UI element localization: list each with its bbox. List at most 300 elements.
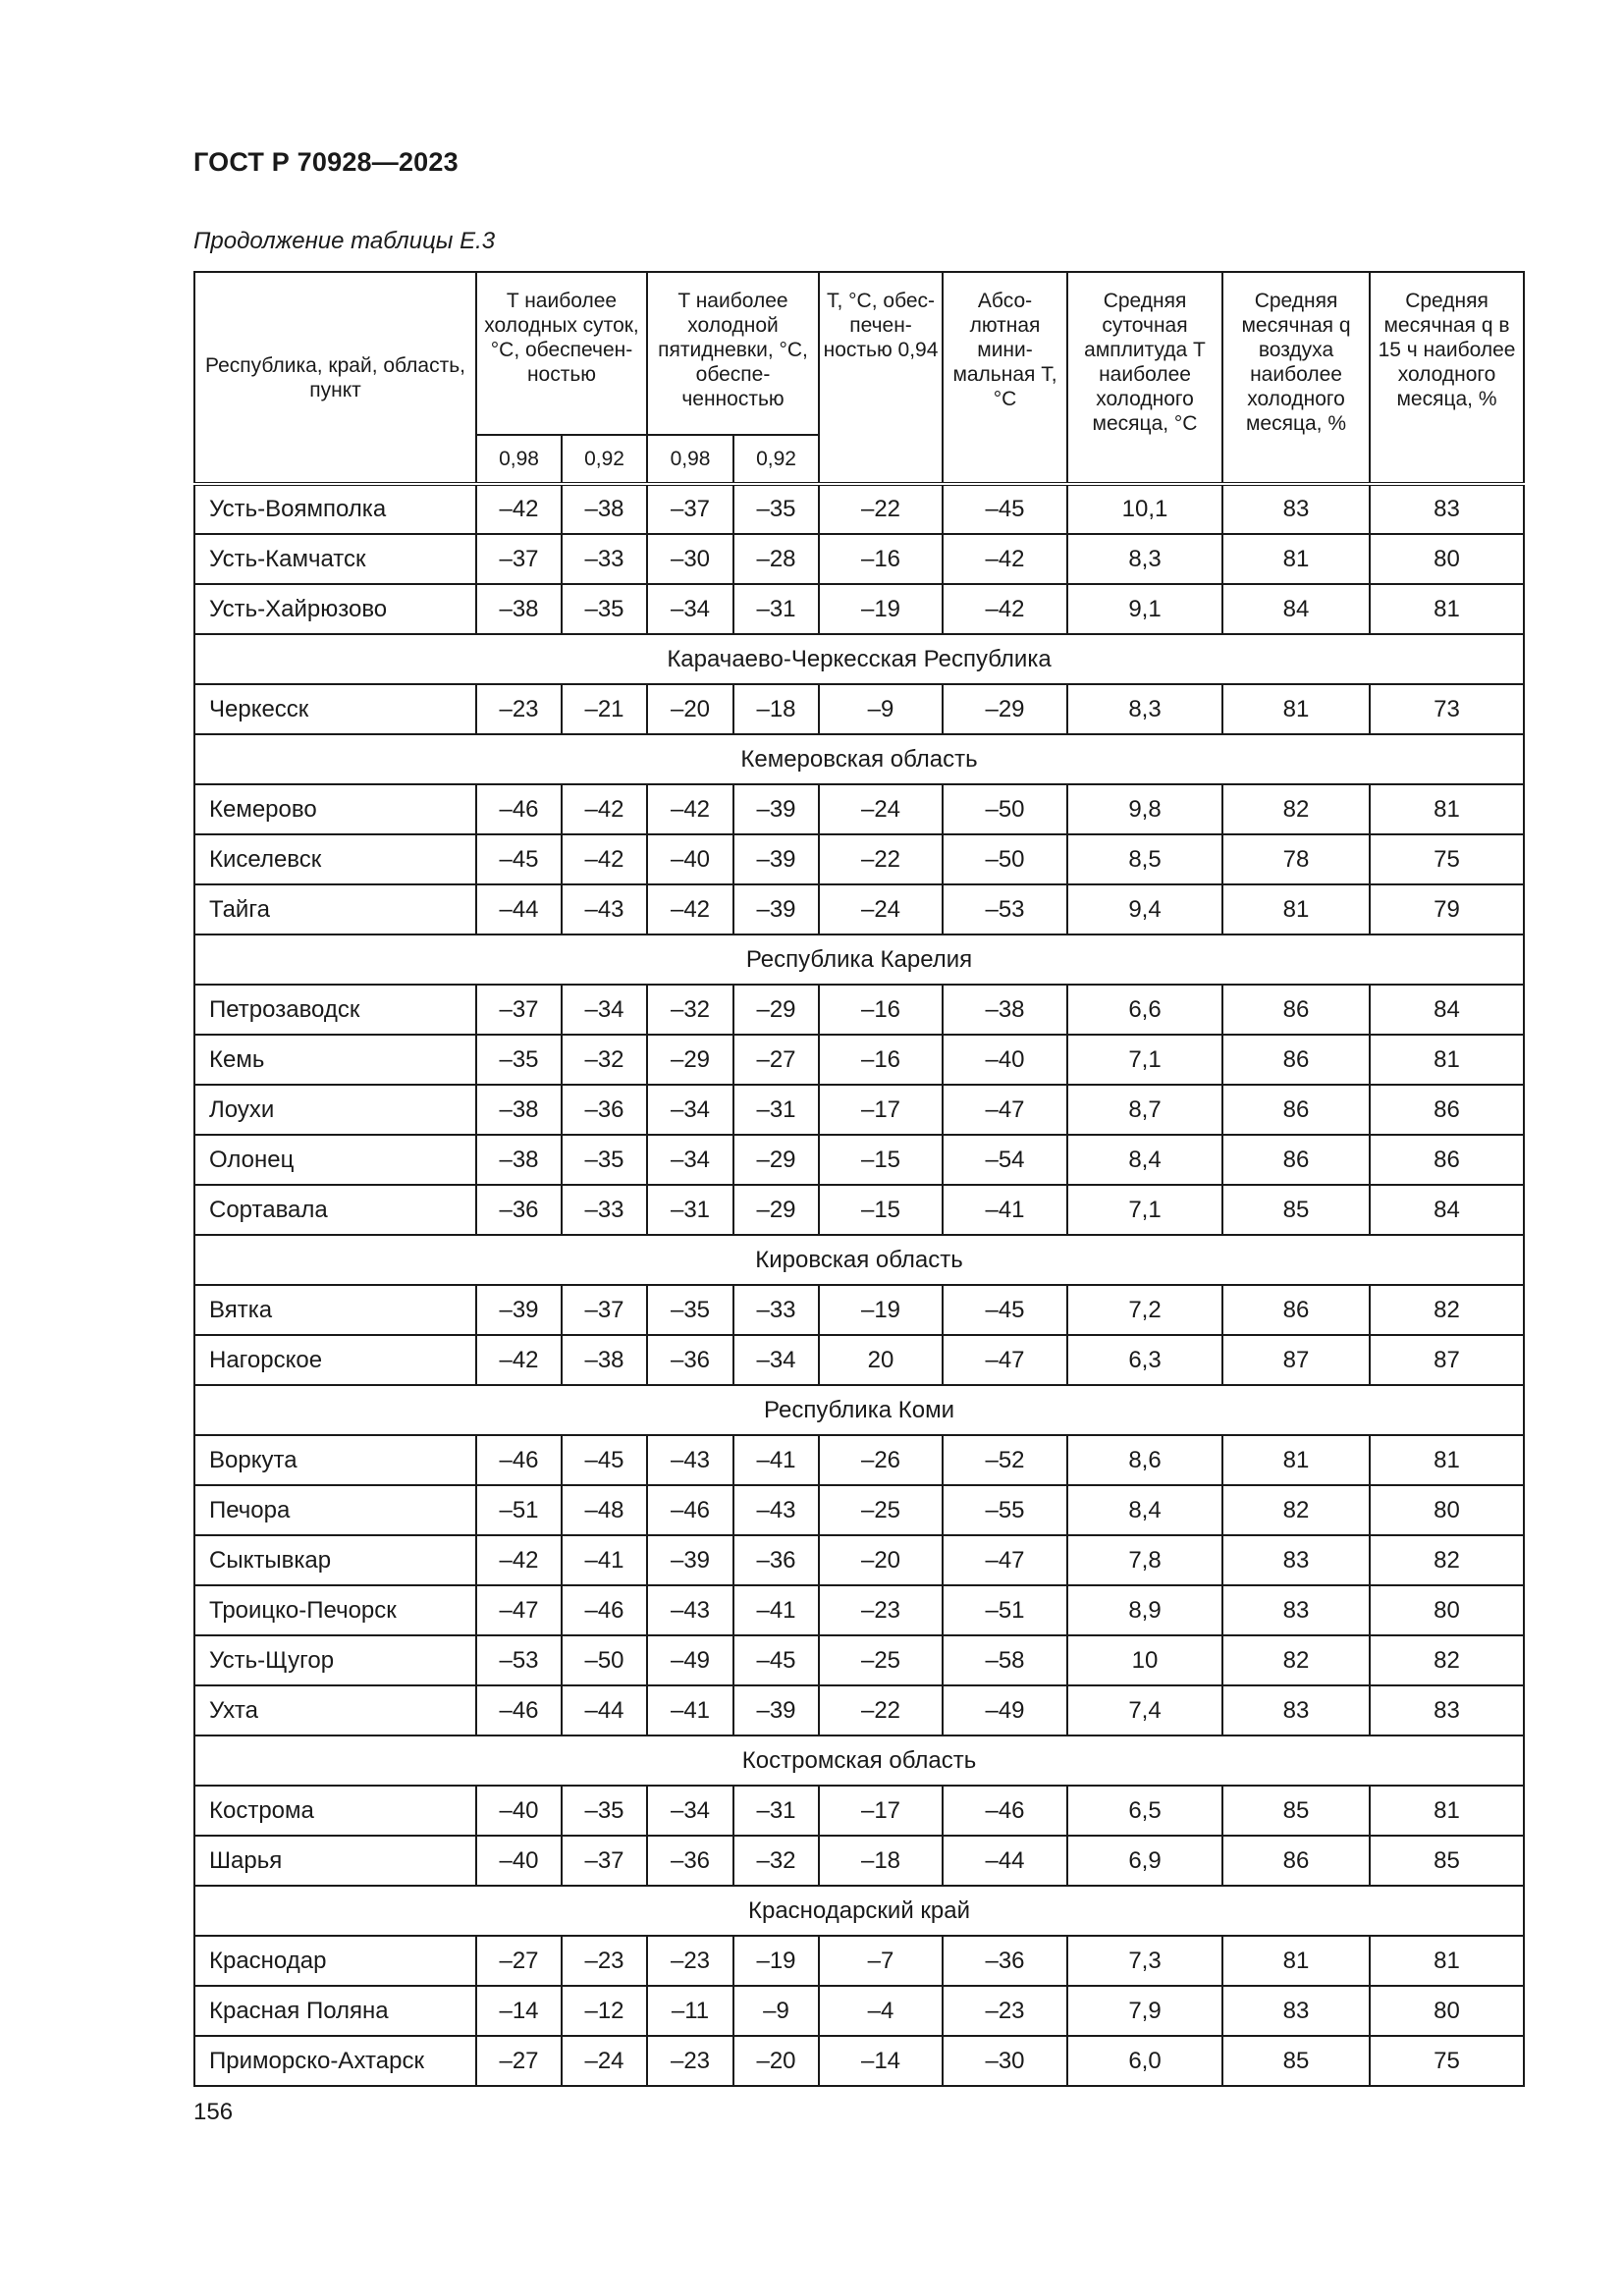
table-cell: –15 — [819, 1135, 943, 1185]
region-row — [194, 1385, 1524, 1435]
table-cell: 80 — [1370, 1585, 1524, 1635]
table-cell: –31 — [733, 584, 819, 634]
header-coldest-five-day-text: T наиболее холодной пятидневки, °С, обеспе-ченностью — [658, 290, 808, 410]
table-cell: 81 — [1370, 1786, 1524, 1836]
table-cell: 85 — [1222, 2036, 1370, 2086]
header-temp-094 — [819, 272, 943, 484]
table-row — [194, 1485, 1524, 1535]
table-cell: –41 — [562, 1535, 647, 1585]
table-cell: 10 — [1067, 1635, 1222, 1685]
table-cell: –7 — [819, 1936, 943, 1986]
table-cell: –42 — [476, 1535, 562, 1585]
table-cell: 86 — [1222, 1085, 1370, 1135]
table-cell: –36 — [647, 1836, 733, 1886]
table-row — [194, 484, 1524, 534]
page-number: 156 — [193, 2099, 234, 2125]
table-cell: –44 — [476, 884, 562, 934]
table-cell: –39 — [476, 1285, 562, 1335]
table-cell: –46 — [943, 1786, 1067, 1836]
region-row — [194, 634, 1524, 684]
table-cell: –29 — [943, 684, 1067, 734]
table-cell: –53 — [476, 1635, 562, 1685]
table-cell: –46 — [562, 1585, 647, 1635]
table-row — [194, 834, 1524, 884]
table-cell: –40 — [476, 1836, 562, 1886]
table-cell: –39 — [647, 1535, 733, 1585]
location-name: Приморско-Ахтарск — [194, 2036, 476, 2086]
location-name: Усть-Щугор — [194, 1635, 476, 1685]
table-cell: –25 — [819, 1485, 943, 1535]
table-cell: –34 — [647, 1786, 733, 1836]
table-cell: –4 — [819, 1986, 943, 2036]
table-cell: –32 — [733, 1836, 819, 1886]
table-cell: 82 — [1222, 1635, 1370, 1685]
document-code: ГОСТ Р 70928—2023 — [193, 147, 459, 177]
table-cell: 84 — [1222, 584, 1370, 634]
table-row — [194, 1635, 1524, 1685]
table-cell: –24 — [562, 2036, 647, 2086]
table-cell: –35 — [562, 584, 647, 634]
table-caption: Продолжение таблицы Е.3 — [193, 228, 496, 254]
table-cell: –36 — [647, 1335, 733, 1385]
table-cell: 82 — [1370, 1285, 1524, 1335]
table-row — [194, 684, 1524, 734]
location-name: Сыктывкар — [194, 1535, 476, 1585]
table-cell: –31 — [733, 1786, 819, 1836]
table-cell: –34 — [647, 584, 733, 634]
table-cell: 8,3 — [1067, 684, 1222, 734]
region-row — [194, 734, 1524, 784]
table-cell: 6,6 — [1067, 985, 1222, 1035]
table-cell: –42 — [647, 884, 733, 934]
table-cell: –45 — [943, 484, 1067, 534]
table-cell: –49 — [943, 1685, 1067, 1735]
region-name: Республика Карелия — [194, 934, 1524, 985]
table-cell: –24 — [819, 784, 943, 834]
location-name: Кемерово — [194, 784, 476, 834]
table-cell: –29 — [733, 985, 819, 1035]
table-cell: –16 — [819, 985, 943, 1035]
location-name: Красная Поляна — [194, 1986, 476, 2036]
table-cell: –43 — [562, 884, 647, 934]
table-cell: –51 — [476, 1485, 562, 1535]
table-cell: –21 — [562, 684, 647, 734]
table-cell: 8,5 — [1067, 834, 1222, 884]
table-cell: 9,4 — [1067, 884, 1222, 934]
table-cell: 80 — [1370, 1485, 1524, 1535]
table-cell: –40 — [647, 834, 733, 884]
table-cell: –22 — [819, 484, 943, 534]
table-cell: –23 — [819, 1585, 943, 1635]
table-cell: –46 — [476, 1435, 562, 1485]
table-cell: –42 — [476, 1335, 562, 1385]
table-cell: –48 — [562, 1485, 647, 1535]
table-cell: 87 — [1222, 1335, 1370, 1385]
table-cell: –42 — [562, 784, 647, 834]
table-cell: 8,4 — [1067, 1485, 1222, 1535]
table-cell: –31 — [733, 1085, 819, 1135]
table-cell: –39 — [733, 884, 819, 934]
table-cell: –41 — [733, 1585, 819, 1635]
table-cell: 7,9 — [1067, 1986, 1222, 2036]
location-name: Троицко-Печорск — [194, 1585, 476, 1635]
table-cell: –45 — [476, 834, 562, 884]
table-cell: 82 — [1222, 784, 1370, 834]
table-cell: –19 — [819, 584, 943, 634]
table-cell: 86 — [1370, 1135, 1524, 1185]
table-cell: 85 — [1370, 1836, 1524, 1886]
table-cell: –25 — [819, 1635, 943, 1685]
table-cell: –36 — [476, 1185, 562, 1235]
table-cell: –29 — [733, 1185, 819, 1235]
table-cell: –43 — [733, 1485, 819, 1535]
table-cell: –18 — [819, 1836, 943, 1886]
location-name: Киселевск — [194, 834, 476, 884]
table-cell: –31 — [647, 1185, 733, 1235]
location-name: Кострома — [194, 1786, 476, 1836]
table-cell: –50 — [943, 784, 1067, 834]
header-coldest-five-day — [647, 272, 819, 435]
table-body — [194, 484, 1524, 2086]
location-name: Усть-Хайрюзово — [194, 584, 476, 634]
table-cell: –29 — [647, 1035, 733, 1085]
table-cell: 85 — [1222, 1786, 1370, 1836]
table-cell: 10,1 — [1067, 484, 1222, 534]
table-cell: –15 — [819, 1185, 943, 1235]
table-row — [194, 534, 1524, 584]
table-row — [194, 1035, 1524, 1085]
table-cell: 81 — [1222, 1435, 1370, 1485]
table-cell: –53 — [943, 884, 1067, 934]
table-row — [194, 1936, 1524, 1986]
table-cell: –33 — [733, 1285, 819, 1335]
table-cell: –29 — [733, 1135, 819, 1185]
table-cell: –42 — [943, 584, 1067, 634]
region-name: Костромская область — [194, 1735, 1524, 1786]
header-sub-3: 0,98 — [647, 435, 733, 484]
location-name: Печора — [194, 1485, 476, 1535]
table-cell: –30 — [943, 2036, 1067, 2086]
header-sub-1: 0,98 — [476, 435, 562, 484]
table-cell: 82 — [1222, 1485, 1370, 1535]
location-name: Нагорское — [194, 1335, 476, 1385]
table-cell: –24 — [819, 884, 943, 934]
table-cell: 8,4 — [1067, 1135, 1222, 1185]
table-cell: 7,1 — [1067, 1185, 1222, 1235]
table-cell: 82 — [1370, 1635, 1524, 1685]
table-cell: 83 — [1222, 484, 1370, 534]
location-name: Петрозаводск — [194, 985, 476, 1035]
table-cell: –41 — [647, 1685, 733, 1735]
table-cell: 85 — [1222, 1185, 1370, 1235]
table-cell: –46 — [476, 1685, 562, 1735]
table-row — [194, 1335, 1524, 1385]
table-cell: –40 — [476, 1786, 562, 1836]
table-row — [194, 1135, 1524, 1185]
table-row — [194, 1986, 1524, 2036]
table-cell: –42 — [647, 784, 733, 834]
table-cell: 81 — [1370, 1035, 1524, 1085]
table-cell: –12 — [562, 1986, 647, 2036]
table-cell: –11 — [647, 1986, 733, 2036]
table-cell: –45 — [943, 1285, 1067, 1335]
table-cell: –42 — [476, 484, 562, 534]
table-cell: –36 — [562, 1085, 647, 1135]
table-cell: –34 — [733, 1335, 819, 1385]
table-row — [194, 1836, 1524, 1886]
table-row — [194, 1185, 1524, 1235]
table-cell: 83 — [1222, 1535, 1370, 1585]
header-sub-4: 0,92 — [733, 435, 819, 484]
table-cell: –14 — [819, 2036, 943, 2086]
table-cell: 83 — [1370, 484, 1524, 534]
table-cell: –32 — [562, 1035, 647, 1085]
table-cell: 79 — [1370, 884, 1524, 934]
location-name: Усть-Воямполка — [194, 484, 476, 534]
table-cell: –40 — [943, 1035, 1067, 1085]
header-daily-amplitude — [1067, 272, 1222, 484]
location-name: Олонец — [194, 1135, 476, 1185]
table-cell: –46 — [647, 1485, 733, 1535]
table-cell: 82 — [1370, 1535, 1524, 1585]
table-cell: –47 — [476, 1585, 562, 1635]
table-row — [194, 1786, 1524, 1836]
table-cell: –22 — [819, 1685, 943, 1735]
location-name: Вятка — [194, 1285, 476, 1335]
table-cell: 78 — [1222, 834, 1370, 884]
region-name: Кемеровская область — [194, 734, 1524, 784]
header-coldest-day — [476, 272, 647, 435]
table-row — [194, 1085, 1524, 1135]
table-cell: –34 — [562, 985, 647, 1035]
table-cell: 83 — [1222, 1685, 1370, 1735]
table-cell: 9,1 — [1067, 584, 1222, 634]
table-cell: –51 — [943, 1585, 1067, 1635]
table-cell: –35 — [733, 484, 819, 534]
table-cell: 81 — [1370, 784, 1524, 834]
region-row — [194, 1735, 1524, 1786]
table-cell: –33 — [562, 1185, 647, 1235]
header-abs-min — [943, 272, 1067, 484]
header-humidity-text: Средняя месячная q воздуха наиболее холодного месяца, % — [1241, 290, 1351, 435]
table-cell: –44 — [943, 1836, 1067, 1886]
table-cell: –17 — [819, 1085, 943, 1135]
table-cell: 84 — [1370, 1185, 1524, 1235]
table-cell: –38 — [562, 1335, 647, 1385]
table-cell: –18 — [733, 684, 819, 734]
table-cell: –23 — [943, 1986, 1067, 2036]
table-cell: –49 — [647, 1635, 733, 1685]
table-cell: –47 — [943, 1335, 1067, 1385]
table-cell: –28 — [733, 534, 819, 584]
table-cell: –19 — [819, 1285, 943, 1335]
table-cell: –26 — [819, 1435, 943, 1485]
table-cell: 87 — [1370, 1335, 1524, 1385]
table-cell: –42 — [943, 534, 1067, 584]
table-cell: –34 — [647, 1135, 733, 1185]
table-cell: 86 — [1370, 1085, 1524, 1135]
location-name: Сортавала — [194, 1185, 476, 1235]
table-row — [194, 584, 1524, 634]
table-cell: –27 — [733, 1035, 819, 1085]
table-cell: –35 — [562, 1135, 647, 1185]
table-cell: –16 — [819, 1035, 943, 1085]
table-cell: 6,9 — [1067, 1836, 1222, 1886]
table-row — [194, 1585, 1524, 1635]
location-name: Воркута — [194, 1435, 476, 1485]
table-cell: –23 — [476, 684, 562, 734]
table-cell: –50 — [562, 1635, 647, 1685]
table-cell: –35 — [562, 1786, 647, 1836]
table-cell: –20 — [733, 2036, 819, 2086]
table-cell: 86 — [1222, 1285, 1370, 1335]
table-cell: –17 — [819, 1786, 943, 1836]
header-coldest-day-text: T наиболее холодных суток, °С, обеспечен-ностью — [484, 290, 639, 386]
table-cell: –39 — [733, 784, 819, 834]
table-cell: –47 — [943, 1535, 1067, 1585]
table-cell: –39 — [733, 1685, 819, 1735]
region-name: Краснодарский край — [194, 1886, 1524, 1936]
table-cell: –23 — [647, 2036, 733, 2086]
table-cell: 86 — [1222, 985, 1370, 1035]
region-name: Карачаево-Черкесская Республика — [194, 634, 1524, 684]
table-cell: 83 — [1222, 1986, 1370, 2036]
table-cell: 6,0 — [1067, 2036, 1222, 2086]
location-name: Шарья — [194, 1836, 476, 1886]
header-sub-2: 0,92 — [562, 435, 647, 484]
table-cell: 81 — [1222, 534, 1370, 584]
table-cell: –43 — [647, 1435, 733, 1485]
table-row — [194, 1435, 1524, 1485]
region-row — [194, 1235, 1524, 1285]
region-name: Республика Коми — [194, 1385, 1524, 1435]
table-cell: 81 — [1370, 1936, 1524, 1986]
table-cell: 9,8 — [1067, 784, 1222, 834]
table-cell: –37 — [562, 1836, 647, 1886]
table-cell: –37 — [476, 534, 562, 584]
table-cell: 7,3 — [1067, 1936, 1222, 1986]
table-cell: 86 — [1222, 1035, 1370, 1085]
table-cell: –45 — [562, 1435, 647, 1485]
table-cell: –20 — [647, 684, 733, 734]
location-name: Усть-Камчатск — [194, 534, 476, 584]
table-cell: –36 — [943, 1936, 1067, 1986]
table-cell: 75 — [1370, 834, 1524, 884]
table-row — [194, 985, 1524, 1035]
table-cell: –20 — [819, 1535, 943, 1585]
table-cell: 73 — [1370, 684, 1524, 734]
table-row — [194, 2036, 1524, 2086]
table-header — [194, 272, 1524, 484]
table-cell: –42 — [562, 834, 647, 884]
table-cell: –34 — [647, 1085, 733, 1135]
table-cell: –44 — [562, 1685, 647, 1735]
header-humidity-15h — [1370, 272, 1524, 484]
table-cell: –45 — [733, 1635, 819, 1685]
table-cell: 80 — [1370, 534, 1524, 584]
header-daily-amplitude-text: Средняя суточная амплитуда T наиболее холодного месяца, °С — [1084, 290, 1206, 435]
table-row — [194, 1535, 1524, 1585]
region-row — [194, 1886, 1524, 1936]
table-cell: –35 — [647, 1285, 733, 1335]
table-cell: –16 — [819, 534, 943, 584]
table-cell: –54 — [943, 1135, 1067, 1185]
table-cell: –58 — [943, 1635, 1067, 1685]
region-name: Кировская область — [194, 1235, 1524, 1285]
table-cell: –52 — [943, 1435, 1067, 1485]
table-cell: 81 — [1222, 684, 1370, 734]
table-cell: 81 — [1370, 584, 1524, 634]
table-cell: 81 — [1370, 1435, 1524, 1485]
table-cell: 7,8 — [1067, 1535, 1222, 1585]
table-cell: 81 — [1222, 1936, 1370, 1986]
table-row — [194, 784, 1524, 834]
table-cell: –38 — [943, 985, 1067, 1035]
table-cell: –50 — [943, 834, 1067, 884]
table-cell: –39 — [733, 834, 819, 884]
table-cell: –46 — [476, 784, 562, 834]
table-cell: 80 — [1370, 1986, 1524, 2036]
table-cell: 84 — [1370, 985, 1524, 1035]
table-cell: 86 — [1222, 1135, 1370, 1185]
climate-data-table — [193, 271, 1525, 2087]
header-humidity-15h-text: Средняя месячная q в 15 ч наиболее холодного месяца, % — [1378, 290, 1516, 410]
table-cell: –19 — [733, 1936, 819, 1986]
table-cell: –43 — [647, 1585, 733, 1635]
table-row — [194, 884, 1524, 934]
table-cell: 6,5 — [1067, 1786, 1222, 1836]
location-name: Кемь — [194, 1035, 476, 1085]
header-location-text: Республика, край, область, пункт — [205, 353, 465, 401]
table-cell: 20 — [819, 1335, 943, 1385]
table-cell: 83 — [1370, 1685, 1524, 1735]
table-cell: –9 — [733, 1986, 819, 2036]
table-cell: –37 — [647, 484, 733, 534]
location-name: Тайга — [194, 884, 476, 934]
table-cell: –14 — [476, 1986, 562, 2036]
table-cell: –37 — [476, 985, 562, 1035]
table-cell: –38 — [476, 1085, 562, 1135]
table-cell: 83 — [1222, 1585, 1370, 1635]
header-location — [194, 272, 476, 484]
table-cell: –38 — [476, 584, 562, 634]
header-humidity — [1222, 272, 1370, 484]
header-abs-min-text: Абсо-лютная мини-мальная T, °С — [952, 290, 1057, 410]
table-cell: –41 — [733, 1435, 819, 1485]
location-name: Черкесск — [194, 684, 476, 734]
table-cell: 7,2 — [1067, 1285, 1222, 1335]
table-row — [194, 1285, 1524, 1335]
table-cell: –32 — [647, 985, 733, 1035]
table-cell: –35 — [476, 1035, 562, 1085]
table-cell: –9 — [819, 684, 943, 734]
table-cell: –38 — [476, 1135, 562, 1185]
table-cell: –27 — [476, 2036, 562, 2086]
table-cell: 6,3 — [1067, 1335, 1222, 1385]
table-row — [194, 1685, 1524, 1735]
table-cell: –47 — [943, 1085, 1067, 1135]
table-cell: –30 — [647, 534, 733, 584]
location-name: Ухта — [194, 1685, 476, 1735]
table-cell: 86 — [1222, 1836, 1370, 1886]
table-cell: 8,3 — [1067, 534, 1222, 584]
table-cell: –22 — [819, 834, 943, 884]
table-cell: –41 — [943, 1185, 1067, 1235]
table-cell: 75 — [1370, 2036, 1524, 2086]
table-cell: 7,1 — [1067, 1035, 1222, 1085]
table-cell: –36 — [733, 1535, 819, 1585]
table-cell: –27 — [476, 1936, 562, 1986]
